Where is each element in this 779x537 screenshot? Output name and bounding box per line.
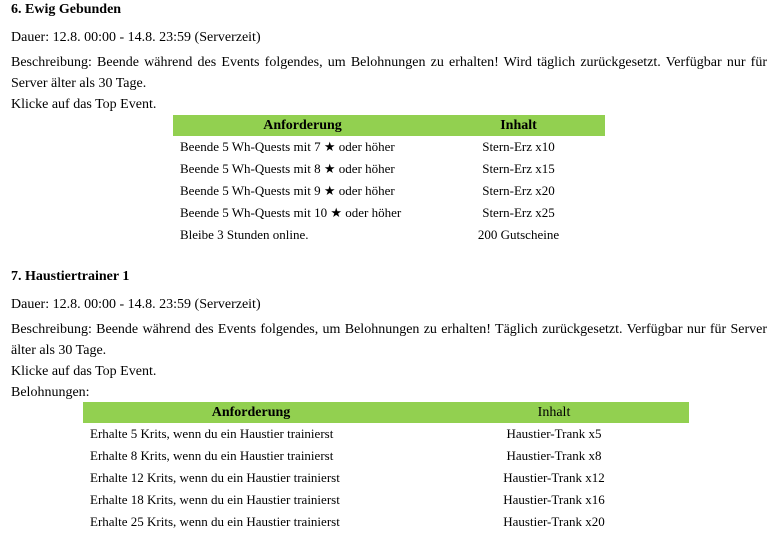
header-requirement: Anforderung <box>83 402 419 423</box>
header-requirement: Anforderung <box>173 115 432 136</box>
table-row <box>83 511 689 533</box>
table-row <box>83 489 689 511</box>
reward-cell: Haustier-Trank x16 <box>503 492 605 507</box>
reward-cell: 200 Gutscheine <box>477 227 560 242</box>
requirement-cell: Beende 5 Wh-Quests mit 10 ★ oder höher <box>180 205 402 220</box>
event7-click-hint: Klicke auf das Top Event. <box>11 364 157 379</box>
requirement-cell: Erhalte 8 Krits, wenn du ein Haustier trainierst <box>90 448 334 463</box>
event6-description: Beschreibung: Beende während des Events folgendes, um Belohnungen zu erhalten! Wird täglich zurückgesetzt. Verfügbar nur für Server älter als 30 Tage. <box>11 55 767 91</box>
requirement-cell: Bleibe 3 Stunden online. <box>180 227 309 242</box>
requirement-cell: Erhalte 12 Krits, wenn du ein Haustier trainierst <box>90 470 340 485</box>
event7-rewards-label: Belohnungen: <box>11 385 90 400</box>
requirement-cell: Erhalte 5 Krits, wenn du ein Haustier trainierst <box>90 426 334 441</box>
table-row <box>83 467 689 489</box>
event6-click-hint: Klicke auf das Top Event. <box>11 97 157 112</box>
requirement-cell: Erhalte 25 Krits, wenn du ein Haustier trainierst <box>90 514 340 529</box>
table-row <box>173 202 605 224</box>
event6-title: 6. Ewig Gebunden <box>11 2 122 17</box>
reward-cell: Haustier-Trank x12 <box>503 470 605 485</box>
table-row <box>83 423 689 445</box>
reward-cell: Haustier-Trank x8 <box>506 448 602 463</box>
reward-cell: Stern-Erz x10 <box>482 139 555 154</box>
event6-duration: Dauer: 12.8. 00:00 - 14.8. 23:59 (Serverzeit) <box>11 30 261 45</box>
reward-cell: Haustier-Trank x5 <box>506 426 602 441</box>
table-row <box>173 180 605 202</box>
requirement-cell: Beende 5 Wh-Quests mit 7 ★ oder höher <box>180 139 395 154</box>
header-content: Inhalt <box>419 402 689 423</box>
event7-table <box>83 402 689 533</box>
event7-title: 7. Haustiertrainer 1 <box>11 269 130 284</box>
requirement-cell: Beende 5 Wh-Quests mit 9 ★ oder höher <box>180 183 395 198</box>
event7-duration: Dauer: 12.8. 00:00 - 14.8. 23:59 (Serverzeit) <box>11 297 261 312</box>
reward-cell: Stern-Erz x25 <box>482 205 555 220</box>
table-header-row <box>173 115 605 136</box>
header-content: Inhalt <box>432 115 605 136</box>
table-row <box>173 158 605 180</box>
requirement-cell: Beende 5 Wh-Quests mit 8 ★ oder höher <box>180 161 395 176</box>
table-header-row <box>83 402 689 423</box>
table-row <box>173 136 605 158</box>
table-row <box>83 445 689 467</box>
reward-cell: Stern-Erz x20 <box>482 183 555 198</box>
reward-cell: Stern-Erz x15 <box>482 161 555 176</box>
reward-cell: Haustier-Trank x20 <box>503 514 605 529</box>
table-row <box>173 224 605 246</box>
event7-description: Beschreibung: Beende während des Events folgendes, um Belohnungen zu erhalten! Täglich zurückgesetzt. Verfügbar nur für Server älter als 30 Tage. <box>11 322 767 358</box>
event6-table <box>173 115 605 246</box>
requirement-cell: Erhalte 18 Krits, wenn du ein Haustier trainierst <box>90 492 340 507</box>
